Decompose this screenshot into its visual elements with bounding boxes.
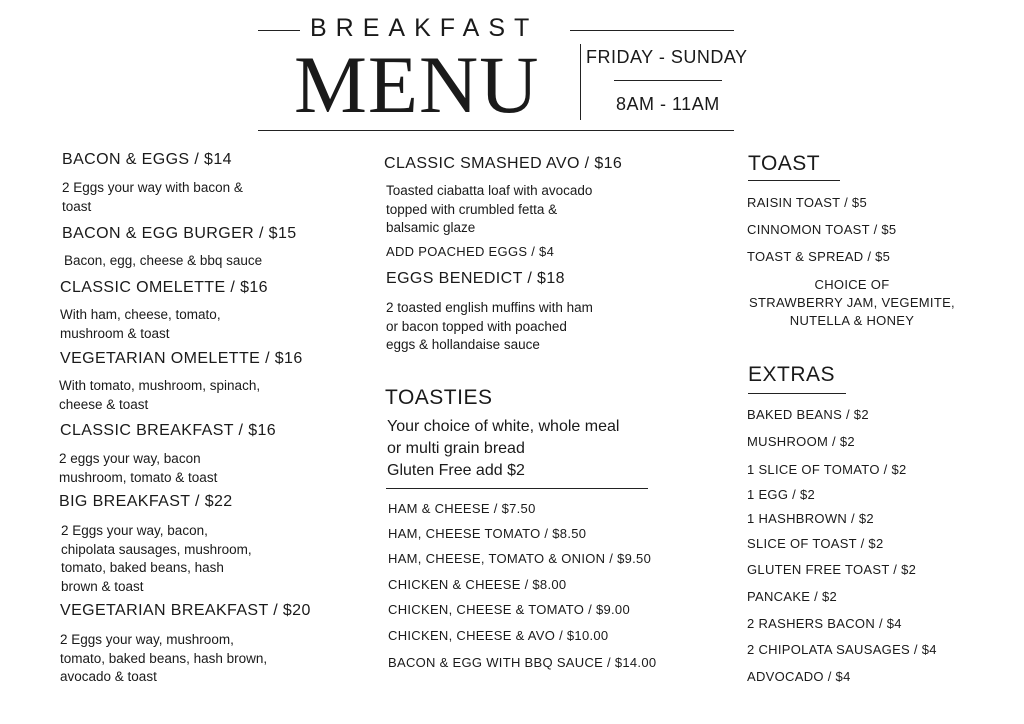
menu-item-desc: 2 Eggs your way, mushroom, tomato, baked beans, hash brown, avocado & toast — [60, 632, 268, 684]
menu-item-desc: With tomato, mushroom, spinach, cheese & toast — [59, 378, 261, 412]
header-hours-rule — [614, 80, 722, 81]
toastie-item: CHICKEN, CHEESE & TOMATO / $9.00 — [388, 602, 630, 617]
section-heading-toasties: TOASTIES — [385, 386, 493, 409]
menu-item-title: BACON & EGG BURGER / $15 — [62, 225, 297, 242]
header-days: FRIDAY - SUNDAY — [586, 47, 748, 67]
extras-item: GLUTEN FREE TOAST / $2 — [747, 562, 917, 577]
toasties-rule — [386, 488, 648, 489]
toastie-item: CHICKEN & CHEESE / $8.00 — [388, 577, 567, 592]
menu-item-title: EGGS BENEDICT / $18 — [386, 270, 565, 287]
toastie-item: HAM & CHEESE / $7.50 — [388, 501, 536, 516]
header-kicker: BREAKFAST — [310, 14, 539, 42]
extras-item: MUSHROOM / $2 — [747, 434, 855, 449]
extras-item: 1 EGG / $2 — [747, 487, 816, 502]
menu-item-title: VEGETARIAN OMELETTE / $16 — [60, 350, 303, 367]
extras-item: 2 RASHERS BACON / $4 — [747, 616, 902, 631]
toast-item: TOAST & SPREAD / $5 — [747, 249, 891, 264]
toastie-item: CHICKEN, CHEESE & AVO / $10.00 — [388, 628, 609, 643]
toastie-item: BACON & EGG WITH BBQ SAUCE / $14.00 — [388, 655, 657, 670]
header-rule-right — [570, 30, 734, 31]
header-divider — [580, 44, 581, 120]
header-rule-left — [258, 30, 300, 31]
menu-item-desc: 2 Eggs your way with bacon & toast — [62, 180, 243, 214]
extras-item: BAKED BEANS / $2 — [747, 407, 869, 422]
menu-item-title: CLASSIC BREAKFAST / $16 — [60, 422, 277, 439]
toastie-item: HAM, CHEESE TOMATO / $8.50 — [388, 526, 587, 541]
extras-item: PANCAKE / $2 — [747, 589, 838, 604]
toast-item: CINNOMON TOAST / $5 — [747, 222, 897, 237]
menu-item-title: CLASSIC OMELETTE / $16 — [60, 279, 268, 296]
toast-heading-rule — [748, 180, 840, 181]
menu-item-title: BACON & EGGS / $14 — [62, 151, 232, 168]
toast-spread-choices: CHOICE OF STRAWBERRY JAM, VEGEMITE, NUTELLA & HONEY — [749, 277, 955, 328]
menu-item-title: BIG BREAKFAST / $22 — [59, 493, 233, 510]
extras-heading-rule — [748, 393, 846, 394]
section-heading-toast: TOAST — [748, 152, 821, 175]
extras-item: 1 SLICE OF TOMATO / $2 — [747, 462, 907, 477]
menu-item-title: CLASSIC SMASHED AVO / $16 — [384, 155, 623, 172]
toasties-intro: Your choice of white, whole meal or multi grain bread Gluten Free add $2 — [387, 418, 620, 479]
menu-item-desc: With ham, cheese, tomato, mushroom & toast — [60, 307, 221, 341]
header-hours: 8AM - 11AM — [616, 94, 720, 114]
menu-item-desc: 2 toasted english muffins with ham or bacon topped with poached eggs & hollandaise sauce — [386, 300, 593, 352]
toastie-item: HAM, CHEESE, TOMATO & ONION / $9.50 — [388, 551, 652, 566]
section-heading-extras: EXTRAS — [748, 363, 836, 386]
menu-item-desc: 2 Eggs your way, bacon, chipolata sausages, mushroom, tomato, baked beans, hash brown & toast — [61, 523, 252, 594]
extras-item: 1 HASHBROWN / $2 — [747, 511, 874, 526]
extras-item: 2 CHIPOLATA SAUSAGES / $4 — [747, 642, 937, 657]
menu-item-desc: Bacon, egg, cheese & bbq sauce — [64, 253, 263, 268]
menu-item-desc: Toasted ciabatta loaf with avocado topped with crumbled fetta & balsamic glaze — [386, 183, 593, 235]
extras-item: SLICE OF TOAST / $2 — [747, 536, 884, 551]
toast-item: RAISIN TOAST / $5 — [747, 195, 867, 210]
header-bottom-rule — [258, 130, 734, 131]
page-title: MENU — [294, 39, 540, 130]
menu-item-title: VEGETARIAN BREAKFAST / $20 — [60, 602, 311, 619]
menu-addon: ADD POACHED EGGS / $4 — [386, 244, 555, 259]
extras-item: ADVOCADO / $4 — [747, 669, 851, 684]
menu-item-desc: 2 eggs your way, bacon mushroom, tomato & toast — [59, 451, 218, 485]
